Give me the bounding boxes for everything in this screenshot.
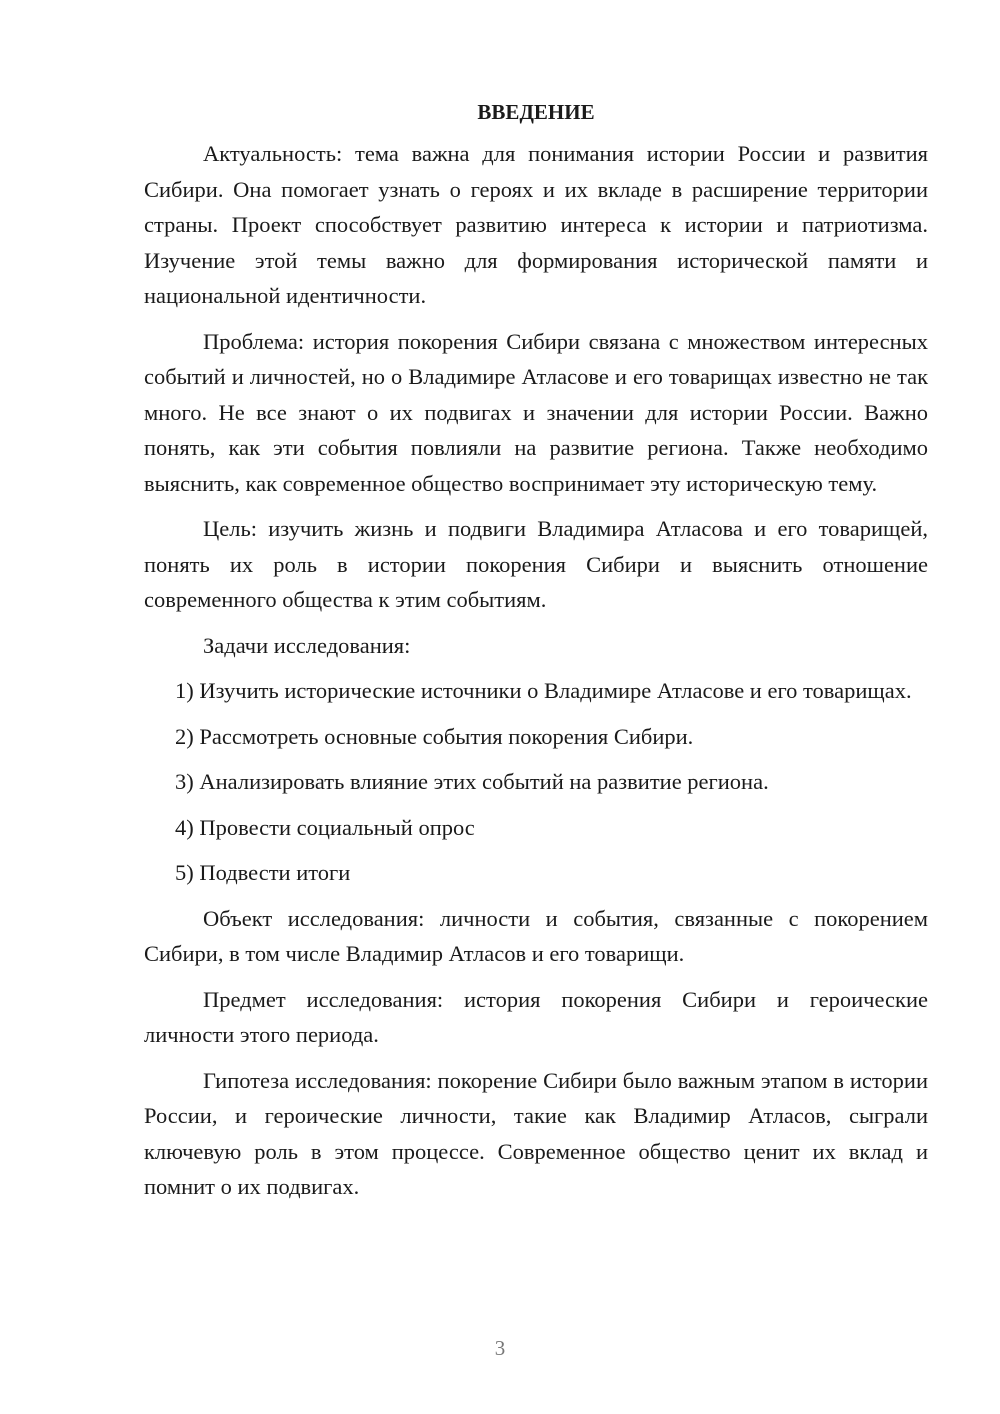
task-item-5: 5) Подвести итоги: [175, 860, 351, 885]
page-content: [144, 96, 928, 1215]
task-item-2: 2) Рассмотреть основные события покорения Сибири.: [175, 723, 694, 749]
problem-paragraph: Проблема: история покорения Сибири связана с множеством интересных событий и личностей, но о Владимире Атласове и его товарищах известно не так много. Не все знают о их подвигах и значении для истории России. Важно понять, как эти события повлияли на развитие региона. Также необходимо выяснить, как современное общество воспринимает эту историческую тему.: [144, 328, 928, 496]
tasks-list: [144, 673, 928, 891]
goal-paragraph: Цель: изучить жизнь и подвиги Владимира Атласова и его товарищей, понять их роль в истории покорения Сибири и выяснить отношение современного общества к этим событиям.: [144, 516, 928, 612]
object-paragraph: Объект исследования: личности и события, связанные с покорением Сибири, в том числе Владимир Атласов и его товарищи.: [144, 905, 928, 966]
hypothesis-paragraph: Гипотеза исследования: покорение Сибири было важным этапом в истории России, и героические личности, такие как Владимир Атласов, сыграли ключевую роль в этом процессе. Современное общество ценит их вклад и помнит о их подвигах.: [144, 1067, 928, 1199]
subject-paragraph: Предмет исследования: история покорения Сибири и героические личности этого периода.: [144, 986, 928, 1047]
task-item-3: 3) Анализировать влияние этих событий на развитие региона.: [175, 769, 769, 794]
page-number: 3: [494, 1336, 506, 1360]
relevance-paragraph: Актуальность: тема важна для понимания истории России и развития Сибири. Она помогает узнать о героях и их вкладе в расширение территории страны. Проект способствует развитию интереса к истории и патриотизма. Изучение этой темы важно для формирования исторической памяти и национальной идентичности.: [144, 141, 928, 308]
task-item-4: 4) Провести социальный опрос: [175, 814, 475, 840]
task-item-1: 1) Изучить исторические источники о Владимире Атласове и его товарищах.: [175, 678, 912, 703]
tasks-heading: Задачи исследования:: [203, 632, 411, 658]
section-title: ВВЕДЕНИЕ: [477, 100, 595, 124]
